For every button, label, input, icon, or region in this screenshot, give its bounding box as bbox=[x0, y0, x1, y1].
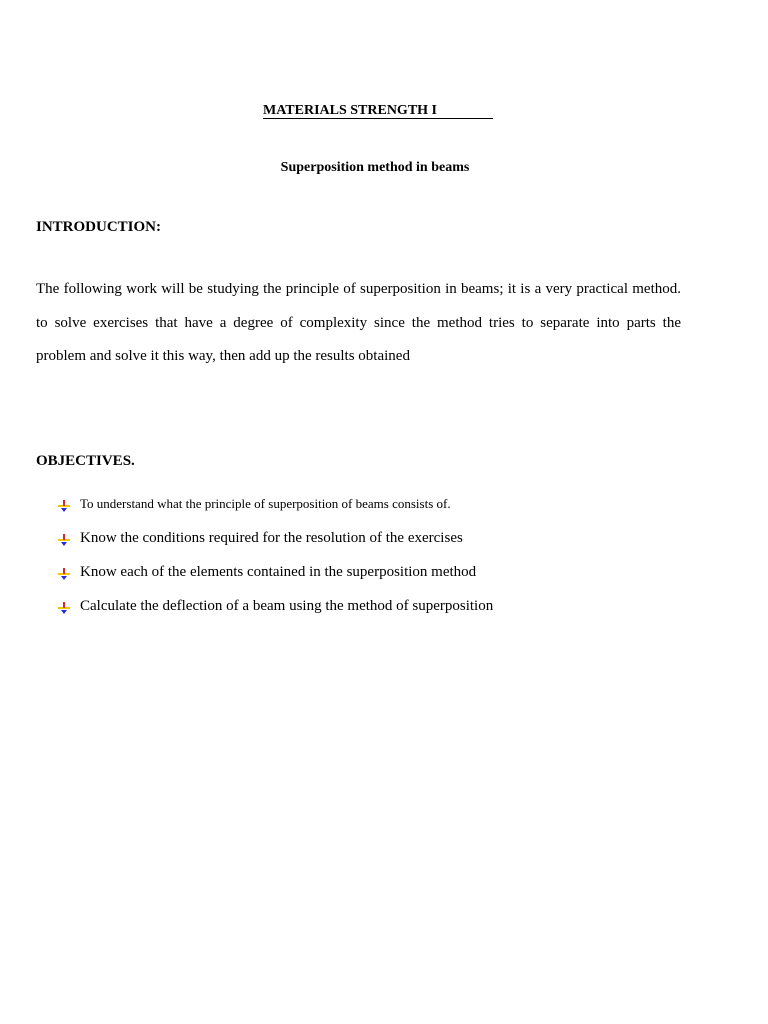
arrow-bullet-icon bbox=[58, 568, 70, 580]
introduction-line: to solve exercises that have a degree of complexity since the method tries to separate into parts the bbox=[36, 314, 681, 331]
objectives-list bbox=[58, 494, 708, 630]
arrow-bullet-icon bbox=[58, 602, 70, 614]
introduction-line: The following work will be studying the principle of superposition in beams; it is a very practical method. bbox=[36, 281, 681, 297]
objective-item bbox=[58, 562, 708, 596]
objective-text: Calculate the deflection of a beam using the method of superposition bbox=[80, 598, 494, 614]
arrow-bullet-icon bbox=[58, 534, 70, 546]
objective-text: Know the conditions required for the resolution of the exercises bbox=[80, 530, 463, 546]
introduction-line: problem and solve it this way, then add up the results obtained bbox=[36, 348, 410, 364]
arrow-bullet-icon bbox=[58, 500, 70, 512]
objective-item bbox=[58, 528, 708, 562]
objective-item bbox=[58, 494, 708, 528]
objective-text: To understand what the principle of superposition of beams consists of. bbox=[80, 496, 451, 511]
objectives-heading: OBJECTIVES. bbox=[36, 453, 135, 469]
objective-item bbox=[58, 596, 708, 630]
objective-text: Know each of the elements contained in the superposition method bbox=[80, 564, 477, 580]
document-subtitle: Superposition method in beams bbox=[280, 160, 470, 175]
introduction-heading: INTRODUCTION: bbox=[36, 219, 162, 235]
introduction-paragraph bbox=[36, 280, 681, 381]
document-title: MATERIALS STRENGTH I bbox=[263, 102, 493, 119]
